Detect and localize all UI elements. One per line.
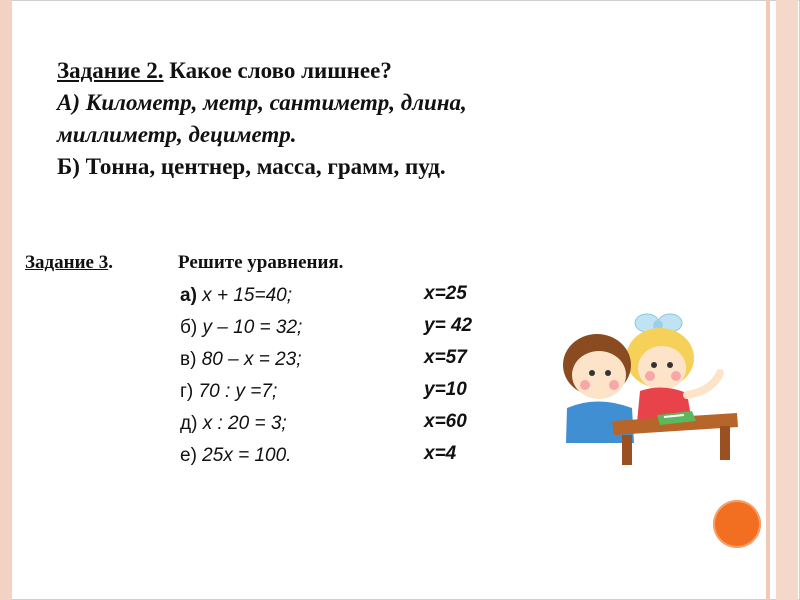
task2-line-a1: А) Километр, метр, сантиметр, длина, xyxy=(57,90,467,115)
task2-question: Какое слово лишнее? xyxy=(163,58,392,83)
equation-item xyxy=(180,376,302,408)
answer-item: x=4 xyxy=(424,443,457,464)
task2-title: Задание 2. xyxy=(57,58,164,83)
equation-item xyxy=(180,312,302,344)
equation-letter: е) xyxy=(180,445,197,466)
answer-item: x=25 xyxy=(424,283,467,304)
equation-expr: y – 10 = 32; xyxy=(197,317,303,338)
answer-item: x=60 xyxy=(424,411,467,432)
task2-block xyxy=(57,55,667,183)
equation-expr: x + 15=40; xyxy=(196,285,292,306)
answer-item: x=57 xyxy=(424,347,467,368)
equation-letter: г) xyxy=(180,381,194,402)
answer-list xyxy=(424,278,472,470)
children-at-desk-illustration xyxy=(552,313,742,468)
task3-title: Задание 3 xyxy=(25,252,109,273)
answer-item: y=10 xyxy=(424,379,467,400)
right-decor-line xyxy=(766,0,770,600)
equation-expr: 70 : y =7; xyxy=(193,381,278,402)
left-decor-bar xyxy=(0,0,12,600)
task3-title-dot: . xyxy=(108,252,113,273)
equation-item xyxy=(180,440,302,472)
equation-item xyxy=(180,344,302,376)
task3-heading xyxy=(25,252,113,274)
equation-letter: а) xyxy=(180,285,197,306)
task2-line-a2: миллиметр, дециметр. xyxy=(57,122,297,147)
equation-expr: 80 – x = 23; xyxy=(196,349,302,370)
equation-item xyxy=(180,408,302,440)
task3-subtitle: Решите уравнения. xyxy=(178,252,344,273)
equation-letter: д) xyxy=(180,413,198,434)
decorative-orange-circle xyxy=(713,500,761,548)
equation-letter: в) xyxy=(180,349,197,370)
equation-item xyxy=(180,280,302,312)
right-decor-bar xyxy=(776,0,798,600)
equation-expr: x : 20 = 3; xyxy=(197,413,287,434)
equation-letter: б) xyxy=(180,317,198,338)
answer-item: y= 42 xyxy=(424,315,473,336)
task2-line-b: Б) Тонна, центнер, масса, грамм, пуд. xyxy=(57,154,446,179)
equation-list xyxy=(180,280,302,472)
task2-heading xyxy=(57,55,667,87)
equation-expr: 25x = 100. xyxy=(196,445,292,466)
